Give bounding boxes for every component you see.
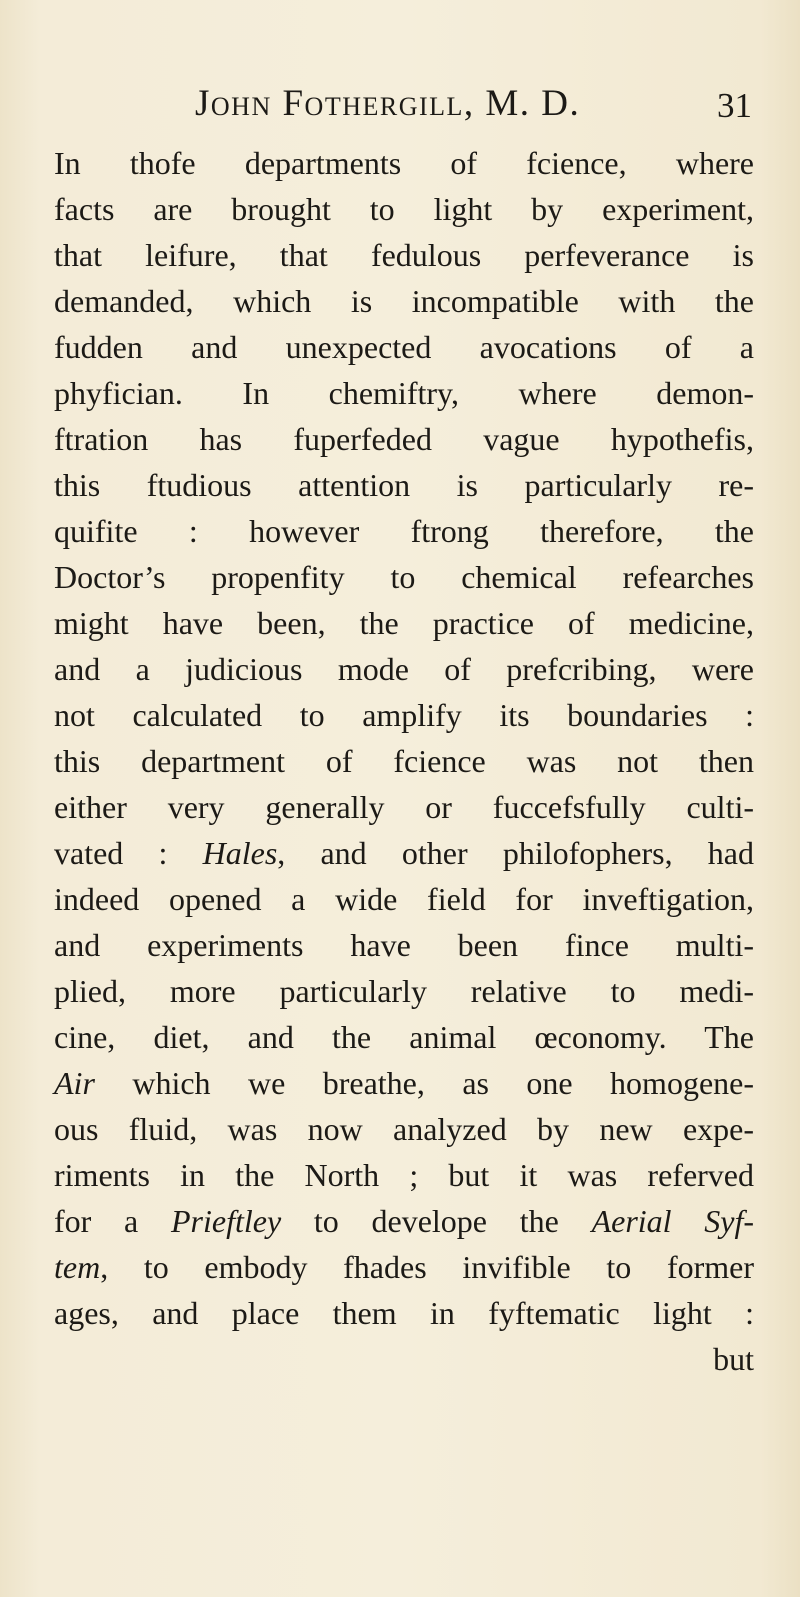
text-segment: and a judicious mode of prefcribing, were (54, 651, 754, 687)
text-line (54, 1152, 754, 1198)
text-line (54, 738, 754, 784)
text-line (54, 1290, 754, 1336)
text-segment: this department of fcience was not then (54, 743, 754, 779)
italic-text: Prieftley (170, 1203, 282, 1239)
text-segment: but (713, 1341, 754, 1377)
text-line (54, 692, 754, 738)
text-line (54, 600, 754, 646)
text-line (54, 968, 754, 1014)
text-segment: which we breathe, as one homogene- (94, 1065, 754, 1101)
text-segment: for a (54, 1203, 171, 1239)
text-segment: ous fluid, was now analyzed by new expe- (54, 1111, 754, 1147)
text-line (54, 1244, 754, 1290)
text-segment: cine, diet, and the animal œconomy. The (54, 1019, 754, 1055)
running-head (0, 82, 800, 132)
text-line (54, 1014, 754, 1060)
text-segment: phyfician. In chemiftry, where demon- (54, 375, 754, 411)
page-number: 31 (717, 86, 752, 125)
text-line (54, 646, 754, 692)
text-segment: riments in the North ; but it was referved (54, 1157, 754, 1193)
text-line (54, 324, 754, 370)
italic-text: Hales (202, 835, 278, 871)
text-segment: and experiments have been fince multi- (54, 927, 754, 963)
text-line (54, 1106, 754, 1152)
text-line (54, 462, 754, 508)
italic-text: Air (54, 1065, 95, 1101)
text-line (54, 186, 754, 232)
text-line (54, 922, 754, 968)
text-segment: might have been, the practice of medicine, (54, 605, 754, 641)
text-line (54, 140, 754, 186)
text-line (54, 1336, 754, 1382)
text-segment: , and other philofophers, had (277, 835, 755, 871)
text-segment: not calculated to amplify its boundaries : (54, 697, 754, 733)
text-segment: ftration has fuperfeded vague hypothefis, (54, 421, 754, 457)
italic-text: Aerial Syf- (591, 1203, 755, 1239)
text-line (54, 416, 754, 462)
text-segment: that leifure, that fedulous perfeverance is (54, 237, 754, 273)
text-line (54, 278, 754, 324)
text-segment: vated : (54, 835, 203, 871)
text-segment: In thofe departments of fcience, where (54, 145, 754, 181)
text-segment: plied, more particularly relative to medi- (54, 973, 754, 1009)
italic-text: tem (54, 1249, 101, 1285)
text-line (54, 1060, 754, 1106)
text-segment: quifite : however ftrong therefore, the (54, 513, 754, 549)
text-segment: fudden and unexpected avocations of a (54, 329, 754, 365)
text-segment: to develope the (281, 1203, 592, 1239)
text-line (54, 554, 754, 600)
text-segment: this ftudious attention is particularly re- (54, 467, 754, 503)
text-line (54, 876, 754, 922)
text-line (54, 370, 754, 416)
text-segment: either very generally or fuccefsfully culti- (54, 789, 754, 825)
text-segment: Doctor’s propenfity to chemical refearches (54, 559, 754, 595)
text-line (54, 1198, 754, 1244)
text-line (54, 232, 754, 278)
running-title: John Fothergill, M. D. (195, 83, 581, 124)
text-line (54, 784, 754, 830)
text-segment: facts are brought to light by experiment, (54, 191, 754, 227)
text-segment: demanded, which is incompatible with the (54, 283, 754, 319)
text-segment: ages, and place them in fyftematic light : (54, 1295, 754, 1331)
text-segment: , to embody fhades invifible to former (100, 1249, 754, 1285)
text-line (54, 830, 754, 876)
text-segment: indeed opened a wide field for inveftigation, (54, 881, 754, 917)
body-text (54, 140, 754, 1382)
text-line (54, 508, 754, 554)
